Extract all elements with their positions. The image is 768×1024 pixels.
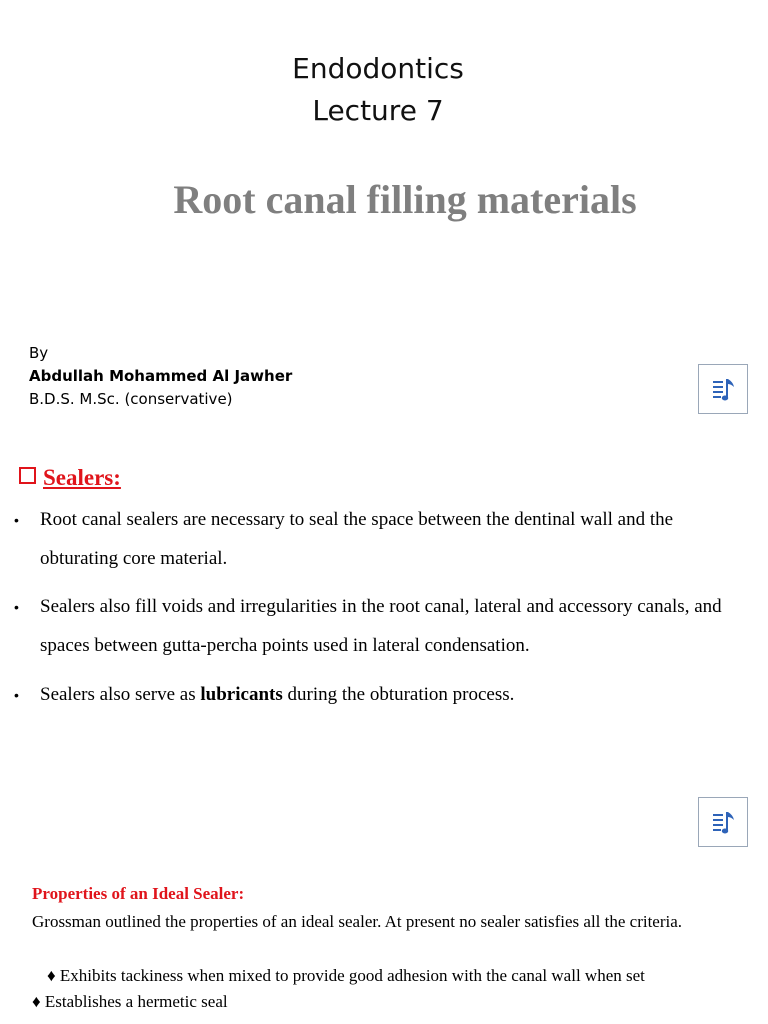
document-title: Root canal filling materials (173, 177, 637, 222)
bullet-dot-icon: • (14, 599, 19, 615)
bullet-text-end: during the obturation process. (282, 684, 515, 705)
property-item: ♦ Establishes a hermetic seal (32, 992, 228, 1011)
sealer-bullet-2 (14, 588, 744, 665)
bullet-text (14, 676, 744, 715)
checkbox-bullet-icon (19, 467, 36, 484)
lecture-number: Lecture 7 (312, 94, 444, 127)
audio-notes-button-1[interactable] (698, 364, 748, 414)
author-block (29, 342, 292, 411)
bullet-dot-icon: • (14, 687, 19, 703)
audio-notes-icon (699, 798, 747, 846)
author-name: Abdullah Mohammed Al Jawher (29, 367, 293, 385)
audio-notes-icon (699, 365, 747, 413)
sealers-heading-label: Sealers: (43, 465, 121, 490)
bullet-text: Sealers also fill voids and irregularities in the root canal, lateral and accessory canals, and spaces between gutta-percha points used in lateral condensation. (40, 596, 722, 656)
audio-notes-button-2[interactable] (698, 797, 748, 847)
sealer-bullet-1 (14, 501, 744, 578)
bullet-text-start: Sealers also serve as (40, 684, 201, 705)
bullet-text-emphasis: lubricants (200, 684, 283, 705)
property-item: ♦ Exhibits tackiness when mixed to provide good adhesion with the canal wall when set (47, 966, 645, 985)
course-header (0, 48, 756, 132)
sealers-heading (19, 465, 121, 491)
author-degree: B.D.S. M.Sc. (conservative) (29, 390, 233, 408)
bullet-dot-icon: • (14, 512, 19, 528)
properties-heading: Properties of an Ideal Sealer: (32, 884, 245, 903)
course-name: Endodontics (292, 52, 464, 85)
sealer-bullet-3 (14, 676, 744, 715)
bullet-text: Root canal sealers are necessary to seal the space between the dentinal wall and the obturating core material. (40, 509, 674, 569)
properties-intro: Grossman outlined the properties of an ideal sealer. At present no sealer satisfies all the criteria. (32, 912, 683, 931)
author-by: By (29, 344, 49, 362)
